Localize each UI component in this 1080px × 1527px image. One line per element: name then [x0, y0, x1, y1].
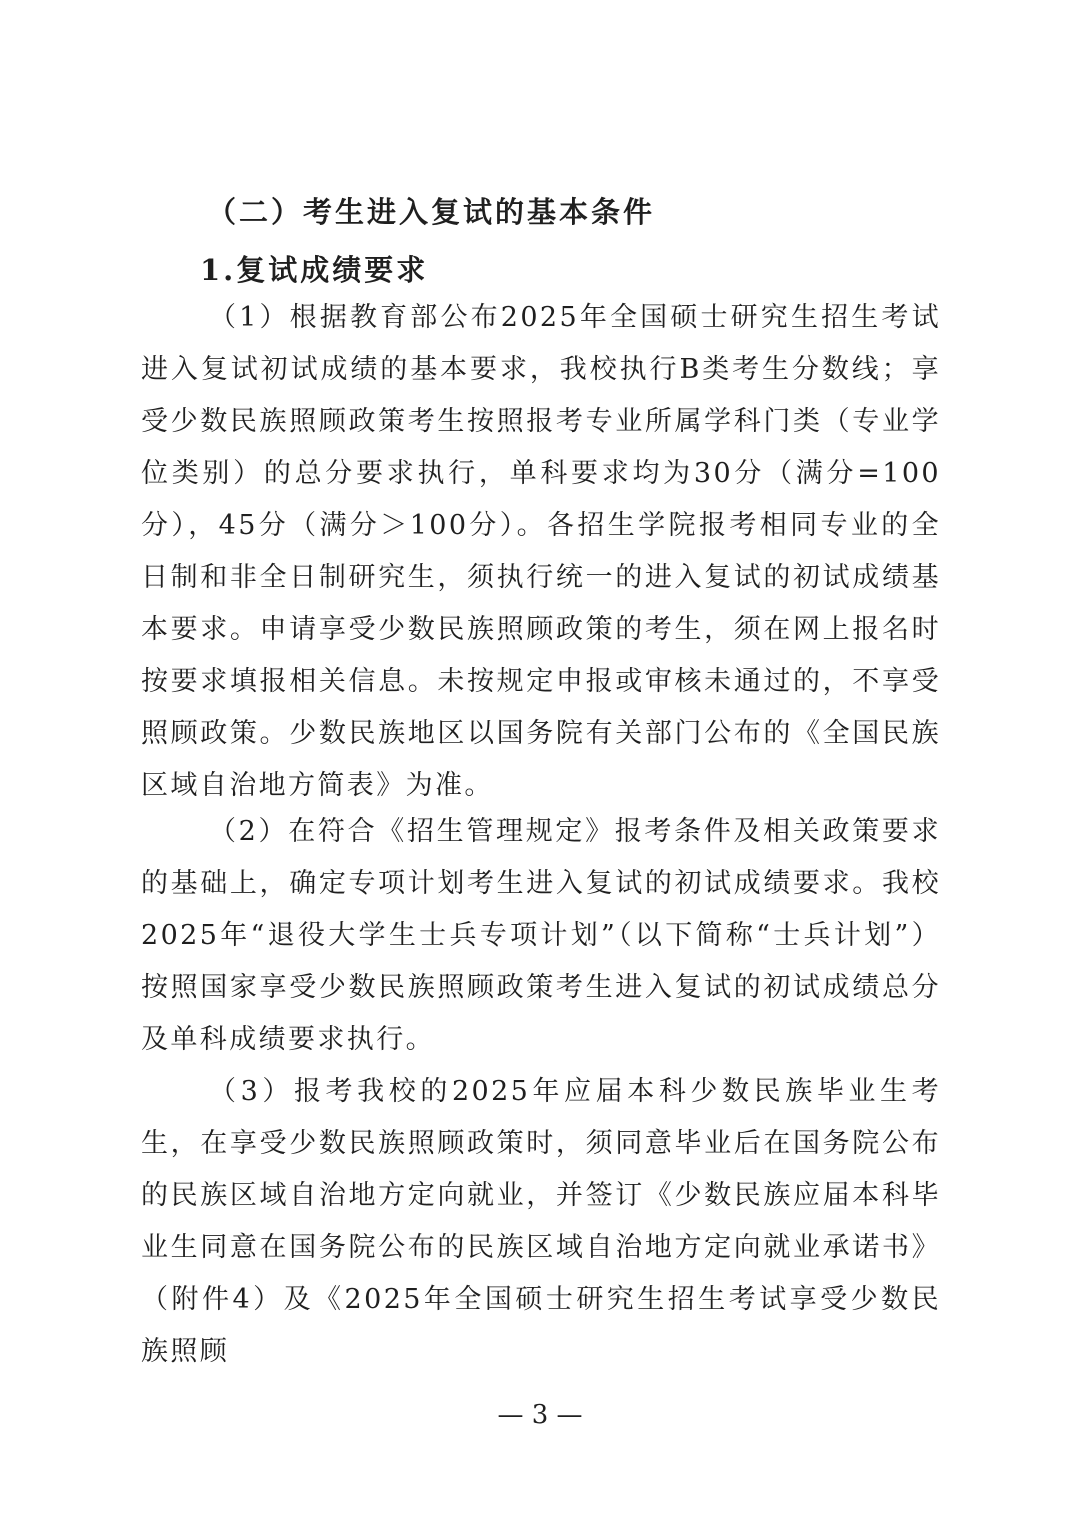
section-heading: （二）考生进入复试的基本条件 [207, 195, 656, 229]
page-number: — 3 — [497, 1400, 583, 1430]
paragraph-1: （1）根据教育部公布2025年全国硕士研究生招生考试进入复试初试成绩的基本要求，我校执行B类考生分数线；享受少数民族照顾政策考生按照报考专业所属学科门类（专业学位类别）的总分要求执行，单科要求均为30分（满分=100分），45分（满分＞100分）。各招生学院报考相同专业的全日制和非全日制研究生，须执行统一的进入复试的初试成绩基本要求。申请享受少数民族照顾政策的考生，须在网上报名时按要求填报相关信息。未按规定申报或审核未通过的，不享受照顾政策。少数民族地区以国务院有关部门公布的《全国民族区域自治地方简表》为准。 [141, 302, 941, 801]
paragraph-3: （3）报考我校的2025年应届本科少数民族毕业生考生，在享受少数民族照顾政策时，须同意毕业后在国务院公布的民族区域自治地方定向就业，并签订《少数民族应届本科毕业生同意在国务院公布的民族区域自治地方定向就业承诺书》（附件4）及《2025年全国硕士研究生招生考试享受少数民族照顾 [141, 1076, 941, 1367]
paragraph-2: （2）在符合《招生管理规定》报考条件及相关政策要求的基础上，确定专项计划考生进入复试的初试成绩要求。我校2025年“退役大学生士兵专项计划”（以下简称“士兵计划”）按照国家享受少数民族照顾政策考生进入复试的初试成绩总分及单科成绩要求执行。 [141, 816, 941, 1055]
sub-heading: 1.复试成绩要求 [200, 253, 429, 287]
